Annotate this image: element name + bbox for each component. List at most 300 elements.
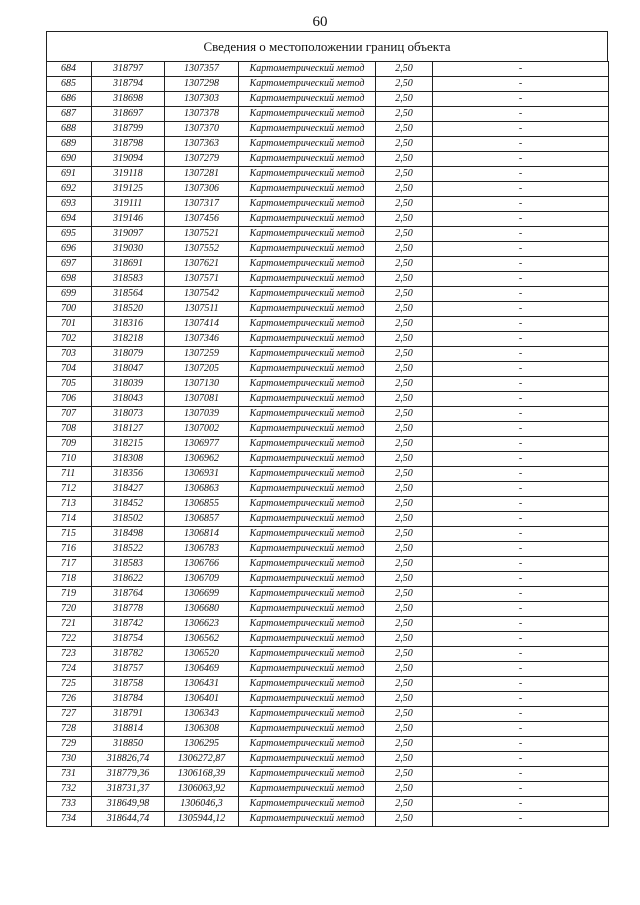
x-coordinate-cell: 318308 [92, 452, 165, 467]
accuracy-cell: 2,50 [376, 137, 433, 152]
method-cell: Картометрический метод [239, 767, 376, 782]
x-coordinate-cell: 318043 [92, 392, 165, 407]
accuracy-cell: 2,50 [376, 107, 433, 122]
table-row [47, 797, 609, 812]
table-row [47, 542, 609, 557]
x-coordinate-cell: 318502 [92, 512, 165, 527]
x-coordinate-cell: 318799 [92, 122, 165, 137]
accuracy-cell: 2,50 [376, 332, 433, 347]
point-number-cell: 685 [47, 77, 92, 92]
x-coordinate-cell: 318757 [92, 662, 165, 677]
point-number-cell: 711 [47, 467, 92, 482]
accuracy-cell: 2,50 [376, 542, 433, 557]
method-cell: Картометрический метод [239, 632, 376, 647]
y-coordinate-cell: 1306431 [165, 677, 239, 692]
method-cell: Картометрический метод [239, 392, 376, 407]
accuracy-cell: 2,50 [376, 512, 433, 527]
accuracy-cell: 2,50 [376, 452, 433, 467]
accuracy-cell: 2,50 [376, 497, 433, 512]
point-number-cell: 686 [47, 92, 92, 107]
table-header: Сведения о местоположении границ объекта [46, 31, 608, 61]
table-row [47, 152, 609, 167]
table-row [47, 497, 609, 512]
accuracy-cell: 2,50 [376, 707, 433, 722]
x-coordinate-cell: 319030 [92, 242, 165, 257]
description-cell: - [433, 677, 609, 692]
description-cell: - [433, 542, 609, 557]
description-cell: - [433, 362, 609, 377]
y-coordinate-cell: 1306343 [165, 707, 239, 722]
accuracy-cell: 2,50 [376, 737, 433, 752]
table-row [47, 662, 609, 677]
description-cell: - [433, 692, 609, 707]
description-cell: - [433, 92, 609, 107]
description-cell: - [433, 647, 609, 662]
point-number-cell: 697 [47, 257, 92, 272]
x-coordinate-cell: 319118 [92, 167, 165, 182]
table-row [47, 347, 609, 362]
method-cell: Картометрический метод [239, 797, 376, 812]
method-cell: Картометрический метод [239, 812, 376, 827]
page-number: 60 [312, 14, 328, 30]
y-coordinate-cell: 1307039 [165, 407, 239, 422]
description-cell: - [433, 332, 609, 347]
x-coordinate-cell: 318520 [92, 302, 165, 317]
y-coordinate-cell: 1306680 [165, 602, 239, 617]
y-coordinate-cell: 1307370 [165, 122, 239, 137]
description-cell: - [433, 272, 609, 287]
table-row [47, 257, 609, 272]
y-coordinate-cell: 1306168,39 [165, 767, 239, 782]
method-cell: Картометрический метод [239, 92, 376, 107]
x-coordinate-cell: 318649,98 [92, 797, 165, 812]
y-coordinate-cell: 1307317 [165, 197, 239, 212]
accuracy-cell: 2,50 [376, 632, 433, 647]
method-cell: Картометрический метод [239, 527, 376, 542]
y-coordinate-cell: 1307542 [165, 287, 239, 302]
table-row [47, 692, 609, 707]
y-coordinate-cell: 1307621 [165, 257, 239, 272]
table-row [47, 782, 609, 797]
y-coordinate-cell: 1306063,92 [165, 782, 239, 797]
x-coordinate-cell: 318754 [92, 632, 165, 647]
method-cell: Картометрический метод [239, 707, 376, 722]
accuracy-cell: 2,50 [376, 287, 433, 302]
x-coordinate-cell: 318778 [92, 602, 165, 617]
method-cell: Картометрический метод [239, 662, 376, 677]
table-row [47, 617, 609, 632]
x-coordinate-cell: 318784 [92, 692, 165, 707]
description-cell: - [433, 722, 609, 737]
x-coordinate-cell: 318583 [92, 557, 165, 572]
accuracy-cell: 2,50 [376, 482, 433, 497]
method-cell: Картометрический метод [239, 617, 376, 632]
description-cell: - [433, 167, 609, 182]
table-row [47, 62, 609, 77]
x-coordinate-cell: 318644,74 [92, 812, 165, 827]
table-row [47, 767, 609, 782]
y-coordinate-cell: 1307363 [165, 137, 239, 152]
table-row [47, 482, 609, 497]
description-cell: - [433, 422, 609, 437]
description-cell: - [433, 107, 609, 122]
table-row [47, 422, 609, 437]
method-cell: Картометрический метод [239, 452, 376, 467]
x-coordinate-cell: 318218 [92, 332, 165, 347]
y-coordinate-cell: 1307298 [165, 77, 239, 92]
y-coordinate-cell: 1307279 [165, 152, 239, 167]
accuracy-cell: 2,50 [376, 752, 433, 767]
accuracy-cell: 2,50 [376, 227, 433, 242]
table-row [47, 512, 609, 527]
table-row [47, 407, 609, 422]
point-number-cell: 712 [47, 482, 92, 497]
accuracy-cell: 2,50 [376, 317, 433, 332]
point-number-cell: 696 [47, 242, 92, 257]
point-number-cell: 698 [47, 272, 92, 287]
method-cell: Картометрический метод [239, 647, 376, 662]
y-coordinate-cell: 1307259 [165, 347, 239, 362]
table-row [47, 332, 609, 347]
point-number-cell: 705 [47, 377, 92, 392]
x-coordinate-cell: 318583 [92, 272, 165, 287]
point-number-cell: 717 [47, 557, 92, 572]
table-row [47, 452, 609, 467]
description-cell: - [433, 137, 609, 152]
x-coordinate-cell: 318452 [92, 497, 165, 512]
accuracy-cell: 2,50 [376, 797, 433, 812]
point-number-cell: 714 [47, 512, 92, 527]
description-cell: - [433, 122, 609, 137]
accuracy-cell: 2,50 [376, 617, 433, 632]
method-cell: Картометрический метод [239, 692, 376, 707]
y-coordinate-cell: 1306814 [165, 527, 239, 542]
method-cell: Картометрический метод [239, 227, 376, 242]
y-coordinate-cell: 1307081 [165, 392, 239, 407]
method-cell: Картометрический метод [239, 542, 376, 557]
point-number-cell: 695 [47, 227, 92, 242]
x-coordinate-cell: 318047 [92, 362, 165, 377]
accuracy-cell: 2,50 [376, 392, 433, 407]
description-cell: - [433, 257, 609, 272]
method-cell: Картометрический метод [239, 572, 376, 587]
y-coordinate-cell: 1306401 [165, 692, 239, 707]
y-coordinate-cell: 1306977 [165, 437, 239, 452]
description-cell: - [433, 347, 609, 362]
description-cell: - [433, 392, 609, 407]
y-coordinate-cell: 1306931 [165, 467, 239, 482]
accuracy-cell: 2,50 [376, 197, 433, 212]
description-cell: - [433, 482, 609, 497]
accuracy-cell: 2,50 [376, 362, 433, 377]
accuracy-cell: 2,50 [376, 167, 433, 182]
accuracy-cell: 2,50 [376, 677, 433, 692]
accuracy-cell: 2,50 [376, 377, 433, 392]
method-cell: Картометрический метод [239, 242, 376, 257]
x-coordinate-cell: 319094 [92, 152, 165, 167]
description-cell: - [433, 437, 609, 452]
y-coordinate-cell: 1307346 [165, 332, 239, 347]
description-cell: - [433, 467, 609, 482]
method-cell: Картометрический метод [239, 272, 376, 287]
table-row [47, 812, 609, 827]
y-coordinate-cell: 1307552 [165, 242, 239, 257]
point-number-cell: 733 [47, 797, 92, 812]
point-number-cell: 715 [47, 527, 92, 542]
y-coordinate-cell: 1306469 [165, 662, 239, 677]
point-number-cell: 691 [47, 167, 92, 182]
description-cell: - [433, 197, 609, 212]
accuracy-cell: 2,50 [376, 557, 433, 572]
y-coordinate-cell: 1307378 [165, 107, 239, 122]
description-cell: - [433, 62, 609, 77]
y-coordinate-cell: 1306520 [165, 647, 239, 662]
x-coordinate-cell: 318798 [92, 137, 165, 152]
y-coordinate-cell: 1306783 [165, 542, 239, 557]
method-cell: Картометрический метод [239, 377, 376, 392]
method-cell: Картометрический метод [239, 407, 376, 422]
accuracy-cell: 2,50 [376, 92, 433, 107]
description-cell: - [433, 407, 609, 422]
description-cell: - [433, 227, 609, 242]
point-number-cell: 719 [47, 587, 92, 602]
table-row [47, 677, 609, 692]
y-coordinate-cell: 1307303 [165, 92, 239, 107]
table-row [47, 377, 609, 392]
method-cell: Картометрический метод [239, 167, 376, 182]
accuracy-cell: 2,50 [376, 152, 433, 167]
point-number-cell: 703 [47, 347, 92, 362]
accuracy-cell: 2,50 [376, 212, 433, 227]
table-row [47, 197, 609, 212]
accuracy-cell: 2,50 [376, 257, 433, 272]
accuracy-cell: 2,50 [376, 587, 433, 602]
accuracy-cell: 2,50 [376, 422, 433, 437]
point-number-cell: 702 [47, 332, 92, 347]
description-cell: - [433, 602, 609, 617]
method-cell: Картометрический метод [239, 182, 376, 197]
y-coordinate-cell: 1307205 [165, 362, 239, 377]
point-number-cell: 690 [47, 152, 92, 167]
point-number-cell: 710 [47, 452, 92, 467]
description-cell: - [433, 182, 609, 197]
method-cell: Картометрический метод [239, 722, 376, 737]
method-cell: Картометрический метод [239, 497, 376, 512]
description-cell: - [433, 632, 609, 647]
method-cell: Картометрический метод [239, 197, 376, 212]
table-row [47, 92, 609, 107]
point-number-cell: 709 [47, 437, 92, 452]
accuracy-cell: 2,50 [376, 122, 433, 137]
point-number-cell: 721 [47, 617, 92, 632]
description-cell: - [433, 812, 609, 827]
point-number-cell: 720 [47, 602, 92, 617]
table-row [47, 707, 609, 722]
table-row [47, 722, 609, 737]
table-row [47, 77, 609, 92]
x-coordinate-cell: 318731,37 [92, 782, 165, 797]
point-number-cell: 692 [47, 182, 92, 197]
point-number-cell: 707 [47, 407, 92, 422]
description-cell: - [433, 767, 609, 782]
point-number-cell: 724 [47, 662, 92, 677]
accuracy-cell: 2,50 [376, 767, 433, 782]
description-cell: - [433, 242, 609, 257]
point-number-cell: 716 [47, 542, 92, 557]
description-cell: - [433, 527, 609, 542]
method-cell: Картометрический метод [239, 302, 376, 317]
table-row [47, 647, 609, 662]
accuracy-cell: 2,50 [376, 722, 433, 737]
accuracy-cell: 2,50 [376, 812, 433, 827]
table-row [47, 602, 609, 617]
method-cell: Картометрический метод [239, 317, 376, 332]
method-cell: Картометрический метод [239, 152, 376, 167]
point-number-cell: 700 [47, 302, 92, 317]
x-coordinate-cell: 318782 [92, 647, 165, 662]
accuracy-cell: 2,50 [376, 602, 433, 617]
y-coordinate-cell: 1307456 [165, 212, 239, 227]
point-number-cell: 688 [47, 122, 92, 137]
description-cell: - [433, 587, 609, 602]
x-coordinate-cell: 319111 [92, 197, 165, 212]
x-coordinate-cell: 318764 [92, 587, 165, 602]
x-coordinate-cell: 318826,74 [92, 752, 165, 767]
y-coordinate-cell: 1307414 [165, 317, 239, 332]
y-coordinate-cell: 1307281 [165, 167, 239, 182]
description-cell: - [433, 782, 609, 797]
y-coordinate-cell: 1307130 [165, 377, 239, 392]
x-coordinate-cell: 319125 [92, 182, 165, 197]
y-coordinate-cell: 1306962 [165, 452, 239, 467]
description-cell: - [433, 512, 609, 527]
accuracy-cell: 2,50 [376, 242, 433, 257]
method-cell: Картометрический метод [239, 362, 376, 377]
method-cell: Картометрический метод [239, 782, 376, 797]
y-coordinate-cell: 1306295 [165, 737, 239, 752]
x-coordinate-cell: 318797 [92, 62, 165, 77]
point-number-cell: 706 [47, 392, 92, 407]
x-coordinate-cell: 319097 [92, 227, 165, 242]
x-coordinate-cell: 319146 [92, 212, 165, 227]
description-cell: - [433, 737, 609, 752]
accuracy-cell: 2,50 [376, 467, 433, 482]
method-cell: Картометрический метод [239, 212, 376, 227]
description-cell: - [433, 707, 609, 722]
x-coordinate-cell: 318039 [92, 377, 165, 392]
accuracy-cell: 2,50 [376, 647, 433, 662]
y-coordinate-cell: 1307571 [165, 272, 239, 287]
method-cell: Картометрический метод [239, 482, 376, 497]
x-coordinate-cell: 318691 [92, 257, 165, 272]
x-coordinate-cell: 318758 [92, 677, 165, 692]
description-cell: - [433, 317, 609, 332]
description-cell: - [433, 152, 609, 167]
description-cell: - [433, 662, 609, 677]
x-coordinate-cell: 318079 [92, 347, 165, 362]
y-coordinate-cell: 1307306 [165, 182, 239, 197]
description-cell: - [433, 377, 609, 392]
table-row [47, 137, 609, 152]
y-coordinate-cell: 1306272,87 [165, 752, 239, 767]
point-number-cell: 729 [47, 737, 92, 752]
description-cell: - [433, 752, 609, 767]
x-coordinate-cell: 318814 [92, 722, 165, 737]
x-coordinate-cell: 318794 [92, 77, 165, 92]
method-cell: Картометрический метод [239, 137, 376, 152]
method-cell: Картометрический метод [239, 77, 376, 92]
y-coordinate-cell: 1307511 [165, 302, 239, 317]
x-coordinate-cell: 318356 [92, 467, 165, 482]
table-row [47, 167, 609, 182]
accuracy-cell: 2,50 [376, 692, 433, 707]
method-cell: Картометрический метод [239, 602, 376, 617]
point-number-cell: 701 [47, 317, 92, 332]
table-row [47, 737, 609, 752]
y-coordinate-cell: 1306623 [165, 617, 239, 632]
method-cell: Картометрический метод [239, 62, 376, 77]
x-coordinate-cell: 318850 [92, 737, 165, 752]
x-coordinate-cell: 318779,36 [92, 767, 165, 782]
method-cell: Картометрический метод [239, 512, 376, 527]
point-number-cell: 718 [47, 572, 92, 587]
y-coordinate-cell: 1307521 [165, 227, 239, 242]
table-row [47, 632, 609, 647]
y-coordinate-cell: 1307357 [165, 62, 239, 77]
method-cell: Картометрический метод [239, 752, 376, 767]
y-coordinate-cell: 1306699 [165, 587, 239, 602]
point-number-cell: 726 [47, 692, 92, 707]
y-coordinate-cell: 1307002 [165, 422, 239, 437]
point-number-cell: 694 [47, 212, 92, 227]
point-number-cell: 723 [47, 647, 92, 662]
point-number-cell: 731 [47, 767, 92, 782]
description-cell: - [433, 212, 609, 227]
table-row [47, 302, 609, 317]
description-cell: - [433, 77, 609, 92]
point-number-cell: 689 [47, 137, 92, 152]
x-coordinate-cell: 318073 [92, 407, 165, 422]
y-coordinate-cell: 1306562 [165, 632, 239, 647]
description-cell: - [433, 572, 609, 587]
table-row [47, 437, 609, 452]
description-cell: - [433, 557, 609, 572]
table-row [47, 122, 609, 137]
y-coordinate-cell: 1306766 [165, 557, 239, 572]
accuracy-cell: 2,50 [376, 572, 433, 587]
x-coordinate-cell: 318698 [92, 92, 165, 107]
x-coordinate-cell: 318215 [92, 437, 165, 452]
point-number-cell: 687 [47, 107, 92, 122]
x-coordinate-cell: 318697 [92, 107, 165, 122]
point-number-cell: 725 [47, 677, 92, 692]
point-number-cell: 722 [47, 632, 92, 647]
table-row [47, 557, 609, 572]
description-cell: - [433, 302, 609, 317]
method-cell: Картометрический метод [239, 332, 376, 347]
table-row [47, 572, 609, 587]
y-coordinate-cell: 1306863 [165, 482, 239, 497]
table-row [47, 212, 609, 227]
method-cell: Картометрический метод [239, 557, 376, 572]
table-row [47, 272, 609, 287]
x-coordinate-cell: 318791 [92, 707, 165, 722]
table-row [47, 227, 609, 242]
y-coordinate-cell: 1306709 [165, 572, 239, 587]
y-coordinate-cell: 1306046,3 [165, 797, 239, 812]
method-cell: Картометрический метод [239, 422, 376, 437]
method-cell: Картометрический метод [239, 122, 376, 137]
